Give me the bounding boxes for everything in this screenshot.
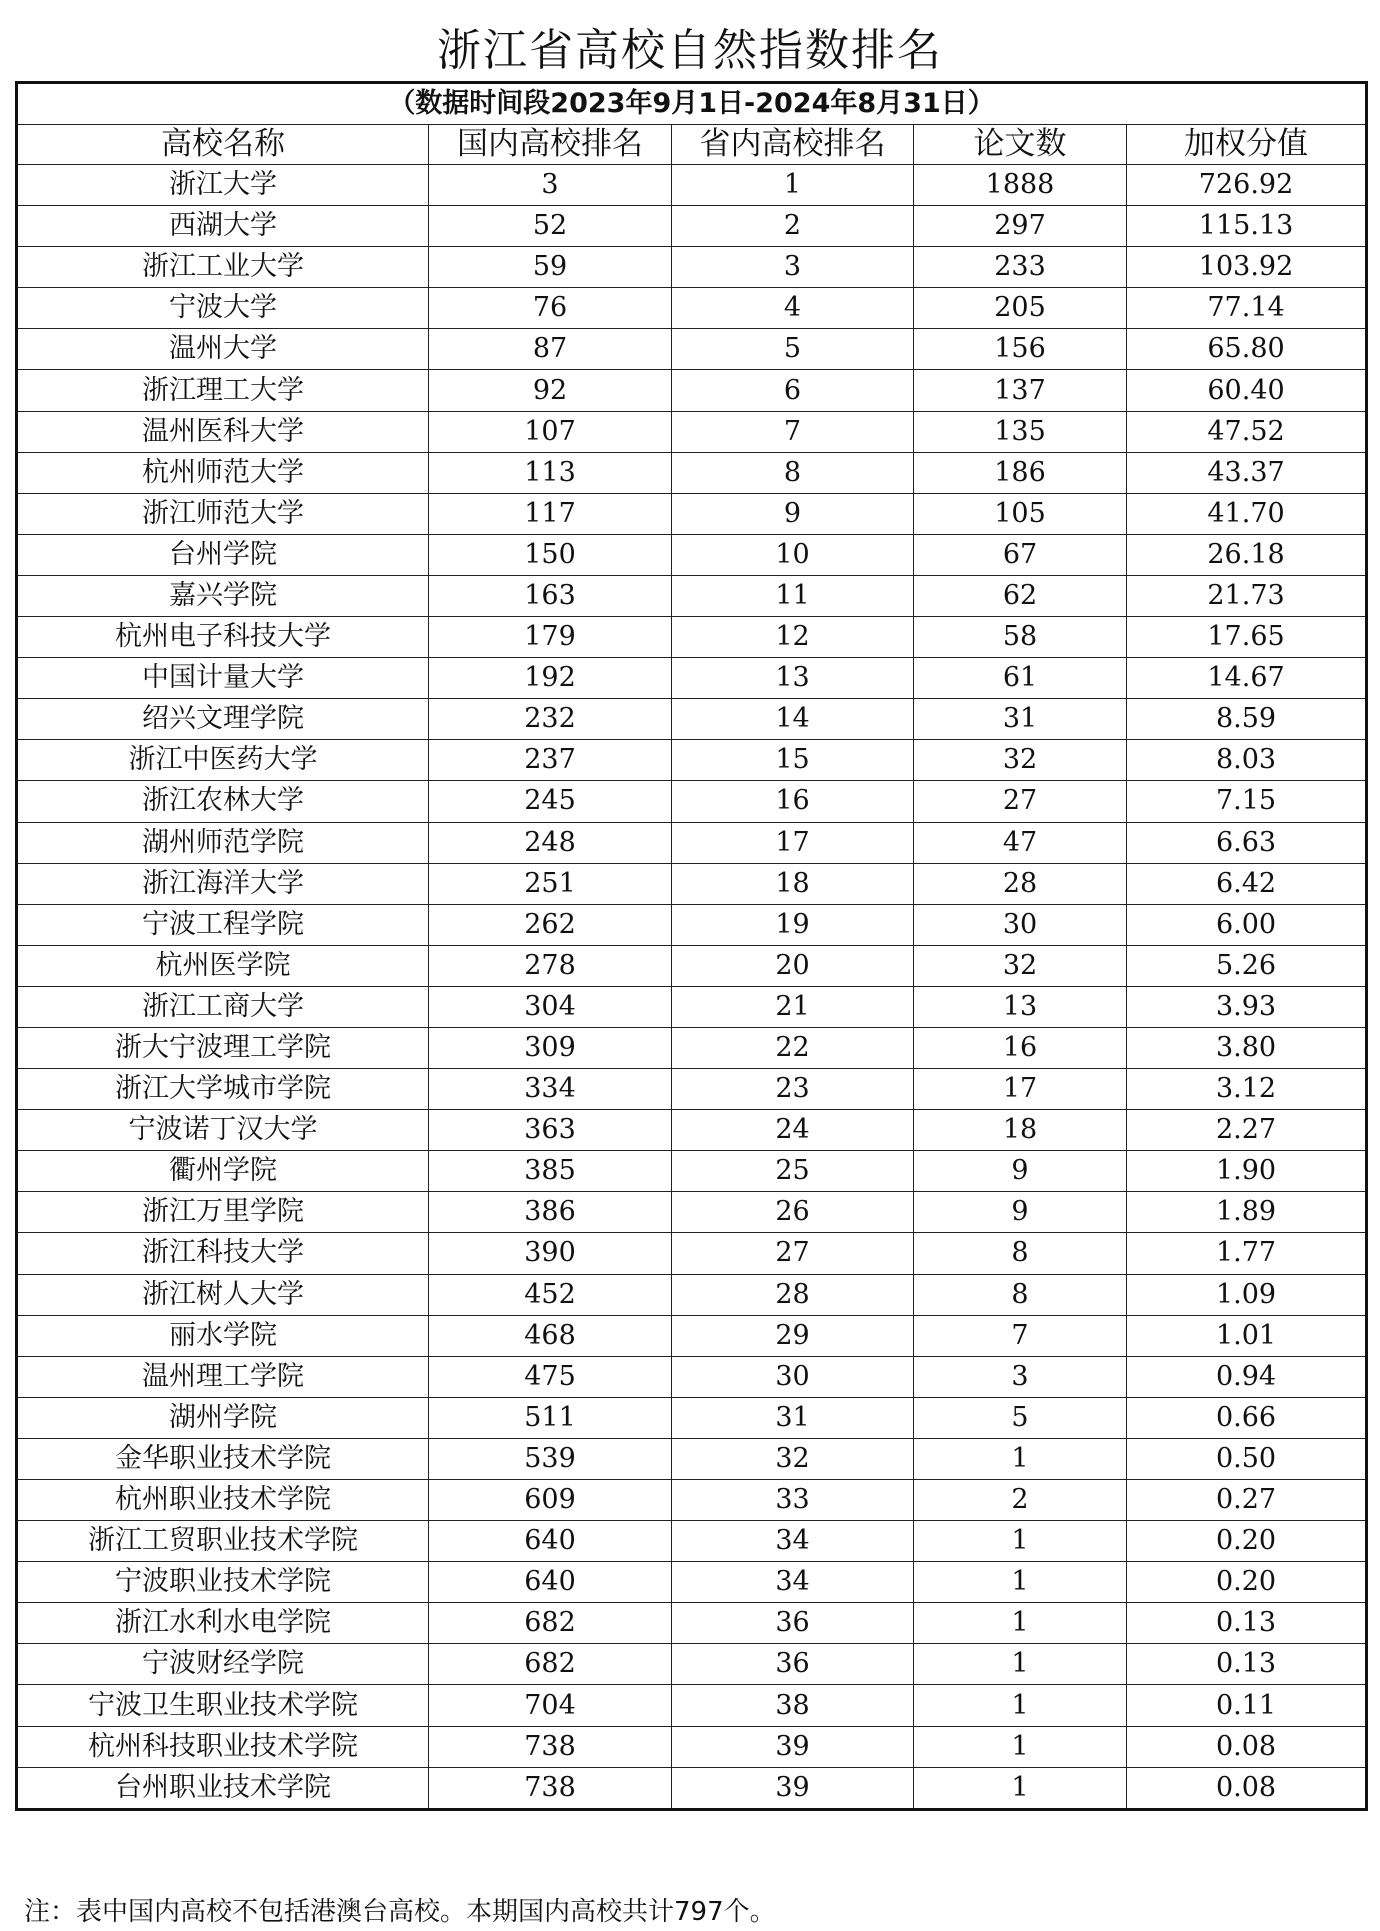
- paper-count: 1: [914, 1521, 1127, 1562]
- national-rank: 251: [429, 863, 672, 904]
- provincial-rank: 22: [672, 1027, 914, 1068]
- national-rank: 609: [429, 1480, 672, 1521]
- paper-count: 31: [914, 699, 1127, 740]
- university-name: 浙江大学: [17, 165, 429, 206]
- weighted-score: 103.92: [1127, 247, 1367, 288]
- weighted-score: 0.66: [1127, 1397, 1367, 1438]
- table-row: [17, 1151, 1367, 1192]
- national-rank: 150: [429, 534, 672, 575]
- provincial-rank: 30: [672, 1356, 914, 1397]
- paper-count: 1: [914, 1767, 1127, 1809]
- paper-count: 1: [914, 1438, 1127, 1479]
- weighted-score: 3.12: [1127, 1069, 1367, 1110]
- paper-count: 8: [914, 1274, 1127, 1315]
- table-row: [17, 945, 1367, 986]
- provincial-rank: 38: [672, 1685, 914, 1726]
- weighted-score: 77.14: [1127, 288, 1367, 329]
- paper-count: 16: [914, 1027, 1127, 1068]
- provincial-rank: 16: [672, 781, 914, 822]
- provincial-rank: 29: [672, 1315, 914, 1356]
- table-row: [17, 1315, 1367, 1356]
- table-row: [17, 1438, 1367, 1479]
- provincial-rank: 10: [672, 534, 914, 575]
- university-name: 浙江理工大学: [17, 370, 429, 411]
- weighted-score: 726.92: [1127, 165, 1367, 206]
- provincial-rank: 31: [672, 1397, 914, 1438]
- university-name: 杭州科技职业技术学院: [17, 1726, 429, 1767]
- provincial-rank: 36: [672, 1603, 914, 1644]
- provincial-rank: 39: [672, 1767, 914, 1809]
- weighted-score: 3.93: [1127, 986, 1367, 1027]
- university-name: 温州大学: [17, 329, 429, 370]
- university-name: 浙江万里学院: [17, 1192, 429, 1233]
- footnote: 注：表中国内高校不包括港澳台高校。本期国内高校共计797个。: [24, 1897, 776, 1927]
- national-rank: 363: [429, 1110, 672, 1151]
- paper-count: 32: [914, 945, 1127, 986]
- national-rank: 248: [429, 822, 672, 863]
- national-rank: 475: [429, 1356, 672, 1397]
- column-header-provincial-rank: 省内高校排名: [672, 125, 914, 165]
- table-row: [17, 740, 1367, 781]
- weighted-score: 1.90: [1127, 1151, 1367, 1192]
- provincial-rank: 18: [672, 863, 914, 904]
- weighted-score: 8.03: [1127, 740, 1367, 781]
- university-name: 绍兴文理学院: [17, 699, 429, 740]
- weighted-score: 6.42: [1127, 863, 1367, 904]
- paper-count: 9: [914, 1192, 1127, 1233]
- paper-count: 1: [914, 1726, 1127, 1767]
- national-rank: 232: [429, 699, 672, 740]
- provincial-rank: 19: [672, 904, 914, 945]
- provincial-rank: 7: [672, 411, 914, 452]
- table-row: [17, 411, 1367, 452]
- provincial-rank: 36: [672, 1644, 914, 1685]
- paper-count: 137: [914, 370, 1127, 411]
- paper-count: 1: [914, 1603, 1127, 1644]
- paper-count: 1888: [914, 165, 1127, 206]
- national-rank: 334: [429, 1069, 672, 1110]
- table-row: [17, 699, 1367, 740]
- column-header-score: 加权分值: [1127, 125, 1367, 165]
- provincial-rank: 39: [672, 1726, 914, 1767]
- weighted-score: 7.15: [1127, 781, 1367, 822]
- weighted-score: 0.13: [1127, 1603, 1367, 1644]
- national-rank: 386: [429, 1192, 672, 1233]
- university-name: 台州职业技术学院: [17, 1767, 429, 1809]
- university-name: 浙江中医药大学: [17, 740, 429, 781]
- table-row: [17, 1767, 1367, 1809]
- weighted-score: 47.52: [1127, 411, 1367, 452]
- national-rank: 278: [429, 945, 672, 986]
- column-header-national-rank: 国内高校排名: [429, 125, 672, 165]
- provincial-rank: 11: [672, 575, 914, 616]
- paper-count: 2: [914, 1480, 1127, 1521]
- paper-count: 47: [914, 822, 1127, 863]
- table-row: [17, 822, 1367, 863]
- university-name: 浙江师范大学: [17, 493, 429, 534]
- national-rank: 385: [429, 1151, 672, 1192]
- table-row: [17, 1521, 1367, 1562]
- national-rank: 309: [429, 1027, 672, 1068]
- university-name: 浙江水利水电学院: [17, 1603, 429, 1644]
- university-name: 浙江工商大学: [17, 986, 429, 1027]
- national-rank: 539: [429, 1438, 672, 1479]
- paper-count: 18: [914, 1110, 1127, 1151]
- weighted-score: 1.09: [1127, 1274, 1367, 1315]
- weighted-score: 0.94: [1127, 1356, 1367, 1397]
- weighted-score: 1.77: [1127, 1233, 1367, 1274]
- university-name: 中国计量大学: [17, 658, 429, 699]
- university-name: 金华职业技术学院: [17, 1438, 429, 1479]
- weighted-score: 0.11: [1127, 1685, 1367, 1726]
- table-row: [17, 1027, 1367, 1068]
- provincial-rank: 6: [672, 370, 914, 411]
- national-rank: 682: [429, 1644, 672, 1685]
- table-row: [17, 288, 1367, 329]
- provincial-rank: 13: [672, 658, 914, 699]
- weighted-score: 14.67: [1127, 658, 1367, 699]
- weighted-score: 8.59: [1127, 699, 1367, 740]
- university-name: 浙大宁波理工学院: [17, 1027, 429, 1068]
- weighted-score: 0.20: [1127, 1562, 1367, 1603]
- weighted-score: 115.13: [1127, 206, 1367, 247]
- provincial-rank: 8: [672, 452, 914, 493]
- weighted-score: 6.00: [1127, 904, 1367, 945]
- paper-count: 67: [914, 534, 1127, 575]
- weighted-score: 0.50: [1127, 1438, 1367, 1479]
- university-name: 杭州师范大学: [17, 452, 429, 493]
- national-rank: 304: [429, 986, 672, 1027]
- weighted-score: 65.80: [1127, 329, 1367, 370]
- paper-count: 32: [914, 740, 1127, 781]
- paper-count: 5: [914, 1397, 1127, 1438]
- table-row: [17, 1274, 1367, 1315]
- provincial-rank: 34: [672, 1562, 914, 1603]
- table-row: [17, 781, 1367, 822]
- table-row: [17, 452, 1367, 493]
- provincial-rank: 12: [672, 617, 914, 658]
- paper-count: 30: [914, 904, 1127, 945]
- national-rank: 87: [429, 329, 672, 370]
- provincial-rank: 32: [672, 1438, 914, 1479]
- paper-count: 61: [914, 658, 1127, 699]
- university-name: 浙江大学城市学院: [17, 1069, 429, 1110]
- national-rank: 704: [429, 1685, 672, 1726]
- table-body: [17, 165, 1367, 1810]
- national-rank: 390: [429, 1233, 672, 1274]
- provincial-rank: 14: [672, 699, 914, 740]
- provincial-rank: 27: [672, 1233, 914, 1274]
- national-rank: 179: [429, 617, 672, 658]
- national-rank: 92: [429, 370, 672, 411]
- university-name: 西湖大学: [17, 206, 429, 247]
- national-rank: 163: [429, 575, 672, 616]
- provincial-rank: 15: [672, 740, 914, 781]
- university-name: 宁波诺丁汉大学: [17, 1110, 429, 1151]
- paper-count: 58: [914, 617, 1127, 658]
- paper-count: 233: [914, 247, 1127, 288]
- table-row: [17, 1356, 1367, 1397]
- table-row: [17, 493, 1367, 534]
- provincial-rank: 33: [672, 1480, 914, 1521]
- paper-count: 135: [914, 411, 1127, 452]
- university-name: 温州医科大学: [17, 411, 429, 452]
- weighted-score: 2.27: [1127, 1110, 1367, 1151]
- provincial-rank: 17: [672, 822, 914, 863]
- table-row: [17, 617, 1367, 658]
- provincial-rank: 4: [672, 288, 914, 329]
- paper-count: 17: [914, 1069, 1127, 1110]
- paper-count: 1: [914, 1644, 1127, 1685]
- university-name: 宁波职业技术学院: [17, 1562, 429, 1603]
- national-rank: 117: [429, 493, 672, 534]
- university-name: 浙江农林大学: [17, 781, 429, 822]
- paper-count: 156: [914, 329, 1127, 370]
- table-row: [17, 534, 1367, 575]
- national-rank: 682: [429, 1603, 672, 1644]
- paper-count: 1: [914, 1562, 1127, 1603]
- university-name: 丽水学院: [17, 1315, 429, 1356]
- table-row: [17, 1397, 1367, 1438]
- table-row: [17, 370, 1367, 411]
- table-row: [17, 904, 1367, 945]
- university-name: 宁波工程学院: [17, 904, 429, 945]
- table-row: [17, 206, 1367, 247]
- weighted-score: 17.65: [1127, 617, 1367, 658]
- university-name: 浙江工贸职业技术学院: [17, 1521, 429, 1562]
- weighted-score: 0.27: [1127, 1480, 1367, 1521]
- weighted-score: 41.70: [1127, 493, 1367, 534]
- data-period: （数据时间段2023年9月1日-2024年8月31日）: [17, 83, 1367, 125]
- national-rank: 468: [429, 1315, 672, 1356]
- table-row: [17, 1192, 1367, 1233]
- provincial-rank: 26: [672, 1192, 914, 1233]
- column-header-papers: 论文数: [914, 125, 1127, 165]
- weighted-score: 3.80: [1127, 1027, 1367, 1068]
- paper-count: 27: [914, 781, 1127, 822]
- provincial-rank: 34: [672, 1521, 914, 1562]
- weighted-score: 0.08: [1127, 1767, 1367, 1809]
- weighted-score: 0.08: [1127, 1726, 1367, 1767]
- weighted-score: 60.40: [1127, 370, 1367, 411]
- national-rank: 52: [429, 206, 672, 247]
- national-rank: 3: [429, 165, 672, 206]
- university-name: 杭州电子科技大学: [17, 617, 429, 658]
- weighted-score: 0.13: [1127, 1644, 1367, 1685]
- weighted-score: 26.18: [1127, 534, 1367, 575]
- paper-count: 297: [914, 206, 1127, 247]
- table-row: [17, 863, 1367, 904]
- paper-count: 62: [914, 575, 1127, 616]
- national-rank: 76: [429, 288, 672, 329]
- table-row: [17, 986, 1367, 1027]
- paper-count: 1: [914, 1685, 1127, 1726]
- provincial-rank: 3: [672, 247, 914, 288]
- weighted-score: 5.26: [1127, 945, 1367, 986]
- weighted-score: 1.01: [1127, 1315, 1367, 1356]
- university-name: 宁波财经学院: [17, 1644, 429, 1685]
- paper-count: 13: [914, 986, 1127, 1027]
- university-name: 嘉兴学院: [17, 575, 429, 616]
- provincial-rank: 2: [672, 206, 914, 247]
- paper-count: 9: [914, 1151, 1127, 1192]
- university-name: 湖州师范学院: [17, 822, 429, 863]
- header-row: [17, 125, 1367, 165]
- table-row: [17, 1110, 1367, 1151]
- university-name: 台州学院: [17, 534, 429, 575]
- national-rank: 113: [429, 452, 672, 493]
- provincial-rank: 24: [672, 1110, 914, 1151]
- table-row: [17, 1644, 1367, 1685]
- period-row: [17, 83, 1367, 125]
- national-rank: 237: [429, 740, 672, 781]
- paper-count: 105: [914, 493, 1127, 534]
- university-name: 浙江树人大学: [17, 1274, 429, 1315]
- provincial-rank: 1: [672, 165, 914, 206]
- table-row: [17, 1069, 1367, 1110]
- university-name: 宁波大学: [17, 288, 429, 329]
- provincial-rank: 21: [672, 986, 914, 1027]
- weighted-score: 1.89: [1127, 1192, 1367, 1233]
- provincial-rank: 5: [672, 329, 914, 370]
- table-row: [17, 1603, 1367, 1644]
- paper-count: 3: [914, 1356, 1127, 1397]
- university-name: 衢州学院: [17, 1151, 429, 1192]
- table-row: [17, 1726, 1367, 1767]
- table-row: [17, 1685, 1367, 1726]
- weighted-score: 43.37: [1127, 452, 1367, 493]
- table-row: [17, 658, 1367, 699]
- provincial-rank: 23: [672, 1069, 914, 1110]
- national-rank: 640: [429, 1521, 672, 1562]
- university-name: 浙江海洋大学: [17, 863, 429, 904]
- national-rank: 192: [429, 658, 672, 699]
- table-row: [17, 329, 1367, 370]
- university-name: 杭州职业技术学院: [17, 1480, 429, 1521]
- national-rank: 59: [429, 247, 672, 288]
- national-rank: 452: [429, 1274, 672, 1315]
- national-rank: 738: [429, 1726, 672, 1767]
- provincial-rank: 20: [672, 945, 914, 986]
- national-rank: 738: [429, 1767, 672, 1809]
- table-row: [17, 1562, 1367, 1603]
- paper-count: 205: [914, 288, 1127, 329]
- table-row: [17, 1233, 1367, 1274]
- ranking-table: [15, 81, 1368, 1811]
- national-rank: 511: [429, 1397, 672, 1438]
- paper-count: 7: [914, 1315, 1127, 1356]
- table-row: [17, 575, 1367, 616]
- paper-count: 8: [914, 1233, 1127, 1274]
- national-rank: 107: [429, 411, 672, 452]
- table-row: [17, 247, 1367, 288]
- paper-count: 28: [914, 863, 1127, 904]
- national-rank: 640: [429, 1562, 672, 1603]
- provincial-rank: 9: [672, 493, 914, 534]
- university-name: 浙江科技大学: [17, 1233, 429, 1274]
- university-name: 湖州学院: [17, 1397, 429, 1438]
- table-row: [17, 1480, 1367, 1521]
- paper-count: 186: [914, 452, 1127, 493]
- university-name: 温州理工学院: [17, 1356, 429, 1397]
- table-row: [17, 165, 1367, 206]
- university-name: 宁波卫生职业技术学院: [17, 1685, 429, 1726]
- provincial-rank: 28: [672, 1274, 914, 1315]
- column-header-name: 高校名称: [17, 125, 429, 165]
- page-title: 浙江省高校自然指数排名: [437, 25, 943, 76]
- weighted-score: 21.73: [1127, 575, 1367, 616]
- provincial-rank: 25: [672, 1151, 914, 1192]
- national-rank: 245: [429, 781, 672, 822]
- university-name: 浙江工业大学: [17, 247, 429, 288]
- national-rank: 262: [429, 904, 672, 945]
- weighted-score: 6.63: [1127, 822, 1367, 863]
- weighted-score: 0.20: [1127, 1521, 1367, 1562]
- university-name: 杭州医学院: [17, 945, 429, 986]
